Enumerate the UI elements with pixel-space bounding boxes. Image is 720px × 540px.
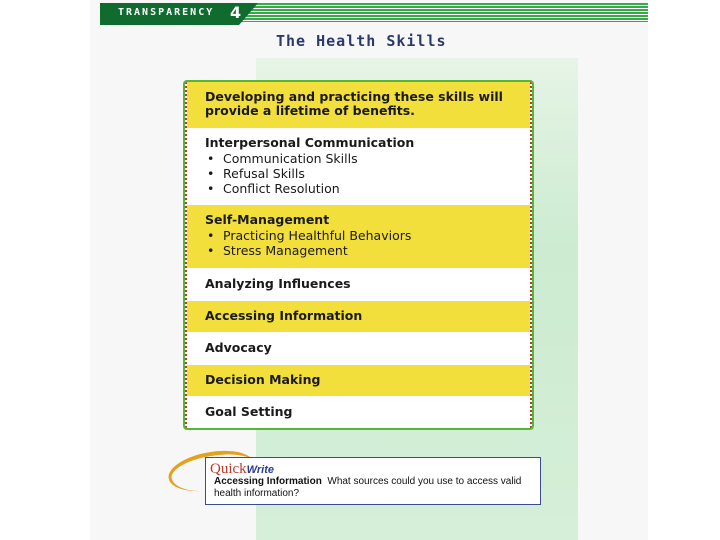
page-title: The Health Skills (276, 32, 447, 50)
skill-title: Decision Making (205, 372, 321, 387)
quick-write-lead: Accessing Information (214, 476, 322, 487)
transparency-number: 4 (230, 3, 242, 22)
skill-section (185, 300, 532, 332)
skill-section (185, 204, 532, 268)
skill-item: • Conflict Resolution (205, 181, 532, 196)
skill-section (185, 364, 532, 396)
quick-write-logo (210, 458, 274, 478)
skill-title: Interpersonal Communication (205, 135, 415, 150)
skill-items-list (205, 151, 532, 196)
quick-write-logo-quick: Quick (210, 461, 247, 477)
quick-write-logo-write: Write (246, 464, 274, 476)
header-label: TRANSPARENCY (118, 7, 215, 18)
skill-title: Advocacy (205, 340, 272, 355)
skill-title: Goal Setting (205, 404, 293, 419)
skill-section (185, 332, 532, 364)
skill-item: • Refusal Skills (205, 166, 532, 181)
skill-section (185, 128, 532, 204)
skill-title: Analyzing Influences (205, 276, 351, 291)
health-skills-card (183, 80, 534, 430)
quick-write-text (214, 476, 536, 500)
skill-items-list (205, 228, 532, 258)
skill-item: • Practicing Healthful Behaviors (205, 228, 532, 243)
quick-write-prompt: What sources could you use to access valid health information? (214, 476, 522, 499)
skill-title: Accessing Information (205, 308, 363, 323)
skill-section (185, 268, 532, 300)
skill-item: • Stress Management (205, 243, 532, 258)
intro-text: Developing and practicing these skills will provide a lifetime of benefits. (205, 89, 503, 118)
skill-item: • Communication Skills (205, 151, 532, 166)
skill-title: Self-Management (205, 212, 330, 227)
intro-band (185, 82, 532, 128)
skill-section (185, 396, 532, 428)
